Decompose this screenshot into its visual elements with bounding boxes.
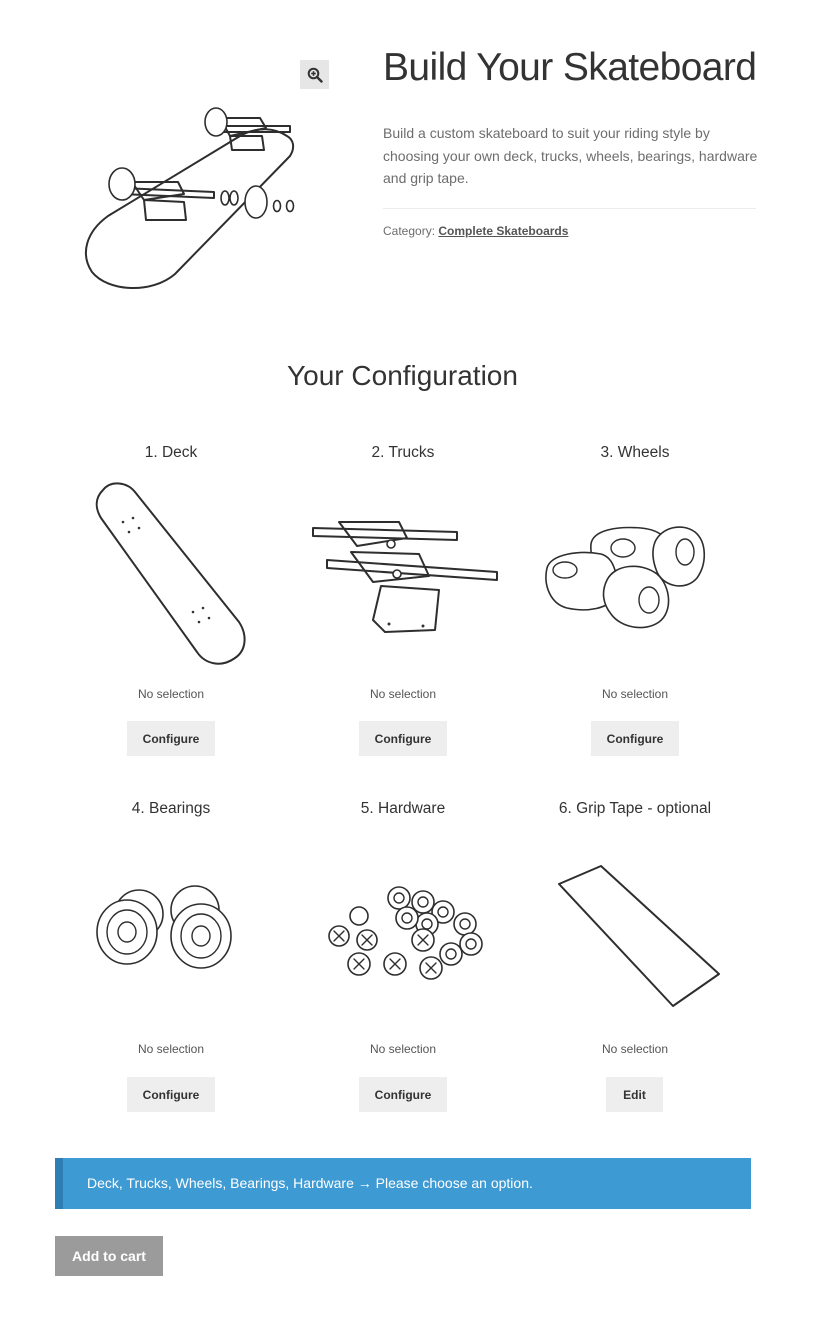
add-to-cart-button[interactable]: Add to cart xyxy=(55,1236,163,1276)
configuration-title: Your Configuration xyxy=(287,360,518,391)
component-name: 1. Deck xyxy=(144,444,198,461)
component-grip-tape xyxy=(519,800,751,1120)
configure-trucks-button[interactable]: Configure xyxy=(359,721,447,756)
selection-status: No selection xyxy=(137,687,205,701)
product-image[interactable] xyxy=(80,96,308,296)
category-label: Category: xyxy=(383,224,436,238)
selection-status: No selection xyxy=(601,687,669,701)
category-link[interactable]: Complete Skateboards xyxy=(438,224,569,238)
component-trucks xyxy=(287,444,519,764)
selection-status: No selection xyxy=(369,1042,437,1056)
component-deck xyxy=(55,444,287,764)
component-hardware xyxy=(287,800,519,1120)
selection-status: No selection xyxy=(369,687,437,701)
product-title: Build Your Skateboard xyxy=(383,46,757,89)
zoom-in-icon xyxy=(307,67,323,83)
configure-deck-button[interactable]: Configure xyxy=(127,721,215,756)
selection-status: No selection xyxy=(601,1042,669,1056)
trucks-illustration[interactable] xyxy=(303,482,503,682)
component-name: 5. Hardware xyxy=(360,800,446,817)
configure-wheels-button[interactable]: Configure xyxy=(591,721,679,756)
product-description: Build a custom skateboard to suit your riding style by choosing your own deck, trucks, wheels, bearings, hardware and grip tape. xyxy=(383,125,758,186)
component-name: 6. Grip Tape - optional xyxy=(558,800,712,817)
edit-grip-tape-button[interactable]: Edit xyxy=(606,1077,663,1112)
divider xyxy=(383,208,756,209)
wheels-illustration[interactable] xyxy=(535,482,735,682)
zoom-button[interactable] xyxy=(300,60,329,89)
bearings-illustration[interactable] xyxy=(71,836,271,1036)
component-name: 2. Trucks xyxy=(371,444,435,461)
validation-notice: Deck, Trucks, Wheels, Bearings, Hardware → Please choose an option. xyxy=(55,1158,751,1209)
configure-bearings-button[interactable]: Configure xyxy=(127,1077,215,1112)
component-name: 4. Bearings xyxy=(131,800,211,817)
configure-hardware-button[interactable]: Configure xyxy=(359,1077,447,1112)
component-name: 3. Wheels xyxy=(600,444,670,461)
hardware-illustration[interactable] xyxy=(303,836,503,1036)
selection-status: No selection xyxy=(137,1042,205,1056)
component-bearings xyxy=(55,800,287,1120)
grip-tape-illustration[interactable] xyxy=(535,836,735,1036)
component-wheels xyxy=(519,444,751,764)
product-category xyxy=(383,224,568,238)
deck-illustration[interactable] xyxy=(71,482,271,682)
